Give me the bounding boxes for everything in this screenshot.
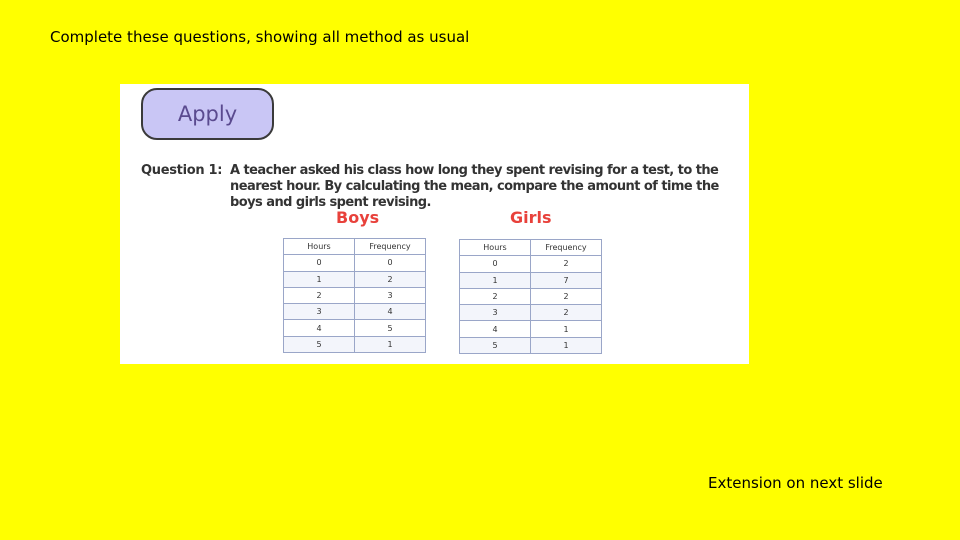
table-header-row bbox=[284, 239, 426, 255]
hours-cell: 4 bbox=[460, 321, 531, 337]
hours-cell: 5 bbox=[460, 337, 531, 353]
frequency-cell: 7 bbox=[531, 272, 602, 288]
slide-footer: Extension on next slide bbox=[708, 474, 883, 492]
table-row bbox=[460, 321, 602, 337]
hours-cell: 3 bbox=[284, 304, 355, 320]
column-header-hours: Hours bbox=[460, 240, 531, 256]
frequency-cell: 2 bbox=[531, 256, 602, 272]
table-row bbox=[284, 336, 426, 352]
frequency-cell: 4 bbox=[355, 304, 426, 320]
frequency-cell: 1 bbox=[531, 321, 602, 337]
apply-badge: Apply bbox=[141, 88, 274, 140]
frequency-cell: 2 bbox=[355, 271, 426, 287]
column-header-hours: Hours bbox=[284, 239, 355, 255]
column-header-frequency: Frequency bbox=[531, 240, 602, 256]
frequency-cell: 2 bbox=[531, 305, 602, 321]
hours-cell: 4 bbox=[284, 320, 355, 336]
table-row bbox=[460, 272, 602, 288]
column-header-frequency: Frequency bbox=[355, 239, 426, 255]
boys-frequency-table bbox=[283, 238, 426, 353]
slide-instruction: Complete these questions, showing all method as usual bbox=[50, 28, 470, 46]
table-row bbox=[460, 256, 602, 272]
table-header-row bbox=[460, 240, 602, 256]
hours-cell: 1 bbox=[284, 271, 355, 287]
frequency-cell: 3 bbox=[355, 287, 426, 303]
hours-cell: 0 bbox=[284, 255, 355, 271]
question-label: Question 1: bbox=[141, 163, 223, 178]
table-row bbox=[460, 305, 602, 321]
table-row bbox=[284, 271, 426, 287]
frequency-cell: 2 bbox=[531, 288, 602, 304]
hours-cell: 1 bbox=[460, 272, 531, 288]
hours-cell: 2 bbox=[460, 288, 531, 304]
frequency-cell: 1 bbox=[355, 336, 426, 352]
hours-cell: 2 bbox=[284, 287, 355, 303]
question-text: A teacher asked his class how long they spent revising for a test, to the nearest hour. By calculating the mean, compare the amount of time the boys and girls spent revising. bbox=[230, 163, 719, 210]
table-row bbox=[284, 304, 426, 320]
boys-heading: Boys bbox=[336, 208, 380, 227]
girls-frequency-table bbox=[459, 239, 602, 354]
worksheet-image bbox=[120, 84, 749, 364]
table-row bbox=[284, 320, 426, 336]
girls-heading: Girls bbox=[510, 208, 552, 227]
hours-cell: 0 bbox=[460, 256, 531, 272]
frequency-cell: 5 bbox=[355, 320, 426, 336]
table-row bbox=[460, 337, 602, 353]
table-row bbox=[284, 287, 426, 303]
table-row bbox=[460, 288, 602, 304]
table-row bbox=[284, 255, 426, 271]
hours-cell: 5 bbox=[284, 336, 355, 352]
hours-cell: 3 bbox=[460, 305, 531, 321]
frequency-cell: 1 bbox=[531, 337, 602, 353]
frequency-cell: 0 bbox=[355, 255, 426, 271]
